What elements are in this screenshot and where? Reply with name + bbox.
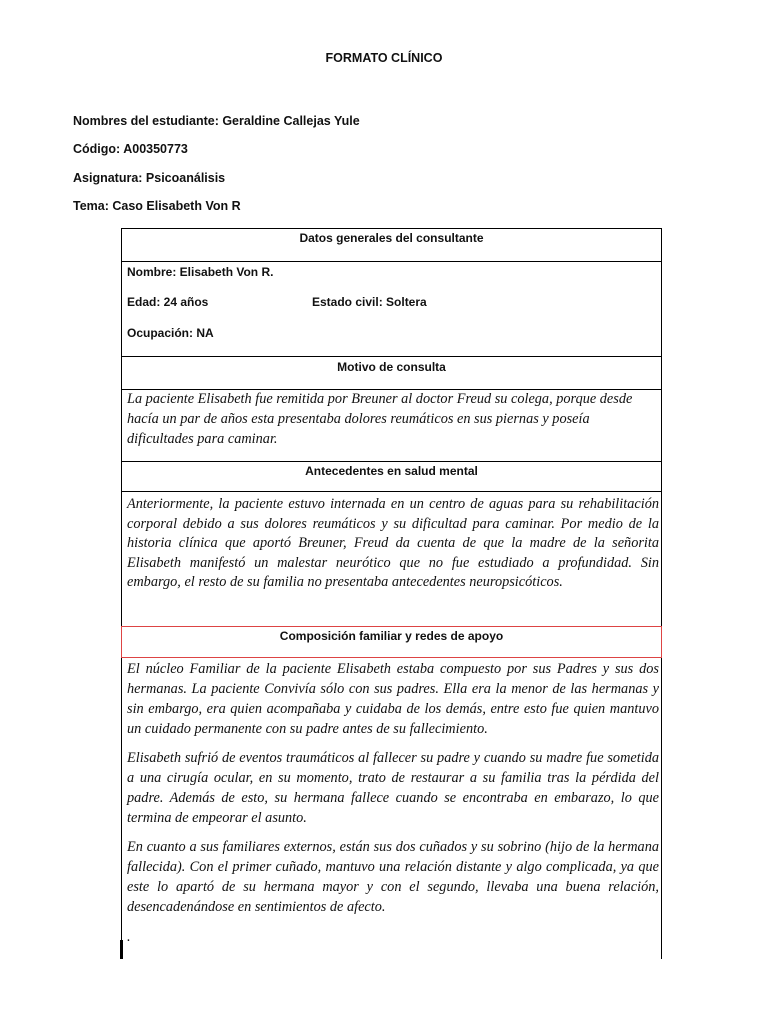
clinical-table — [121, 228, 662, 959]
family-paragraph-2: Elisabeth sufrió de eventos traumáticos al fallecer su padre y cuando su madre fue sometida a una cirugía ocular, en su momento, trato de restaurar a su familia tras la pérdida del padre. Además de esto, su hermana fallece cuando se encontraba en embarazo, lo que termina de empeorar el asunto. — [127, 750, 659, 826]
document-title: FORMATO CLÍNICO — [325, 51, 443, 65]
civil-status: Estado civil: Soltera — [312, 295, 427, 309]
family-paragraph-1: El núcleo Familiar de la paciente Elisabeth estaba compuesto por sus Padres y sus dos hermanas. La paciente Convivía sólo con sus padres. Ella era la menor de las hermanas y sin embargo, era quien acompañaba y cuidaba de los demás, entre esto fue quien mantuvo un cuidado permanente con su padre antes de su fallecimiento. — [127, 661, 659, 737]
occupation: Ocupación: NA — [127, 326, 214, 340]
history-text: Anteriormente, la paciente estuvo internada en un centro de aguas para su rehabilitación corporal debido a sus dolores reumáticos y su dificultad para caminar. Por medio de la historia clínica que aportó Breuner, Freud da cuenta de que la madre de la señorita Elisabeth manifestó un malestar neurótico que no fue estudiado a profundidad. Sin embargo, el resto de su familia no presentaba antecedentes neuropsicóticos. — [127, 496, 659, 590]
patient-age: Edad: 24 años — [127, 295, 209, 309]
divider — [122, 491, 661, 492]
divider — [122, 261, 661, 262]
topic: Tema: Caso Elisabeth Von R — [73, 199, 241, 213]
general-data-header: Datos generales del consultante — [299, 231, 484, 245]
table-left-edge — [120, 940, 123, 959]
student-code: Código: A00350773 — [73, 142, 188, 156]
history-header: Antecedentes en salud mental — [305, 464, 478, 478]
divider — [122, 356, 661, 357]
patient-name: Nombre: Elisabeth Von R. — [127, 265, 274, 279]
family-header: Composición familiar y redes de apoyo — [279, 629, 504, 643]
reason-header: Motivo de consulta — [337, 360, 446, 374]
trailing-dot: . — [127, 929, 131, 945]
student-name: Nombres del estudiante: Geraldine Callejas Yule — [73, 114, 360, 128]
family-paragraph-3: En cuanto a sus familiares externos, están sus dos cuñados y su sobrino (hijo de la hermana fallecida). Con el primer cuñado, mantuvo una relación distante y algo complicada, ya que este lo apartó de su hermana mayor y con el segundo, llevaba una buena relación, desencadenándose en sentimientos de afecto. — [127, 839, 659, 915]
reason-text: La paciente Elisabeth fue remitida por Breuner al doctor Freud su colega, porque desde hacía un par de años esta presentaba dolores reumáticos en sus piernas y poseía dificultades para caminar. — [127, 391, 633, 447]
subject: Asignatura: Psicoanálisis — [73, 171, 226, 185]
divider — [122, 461, 661, 462]
